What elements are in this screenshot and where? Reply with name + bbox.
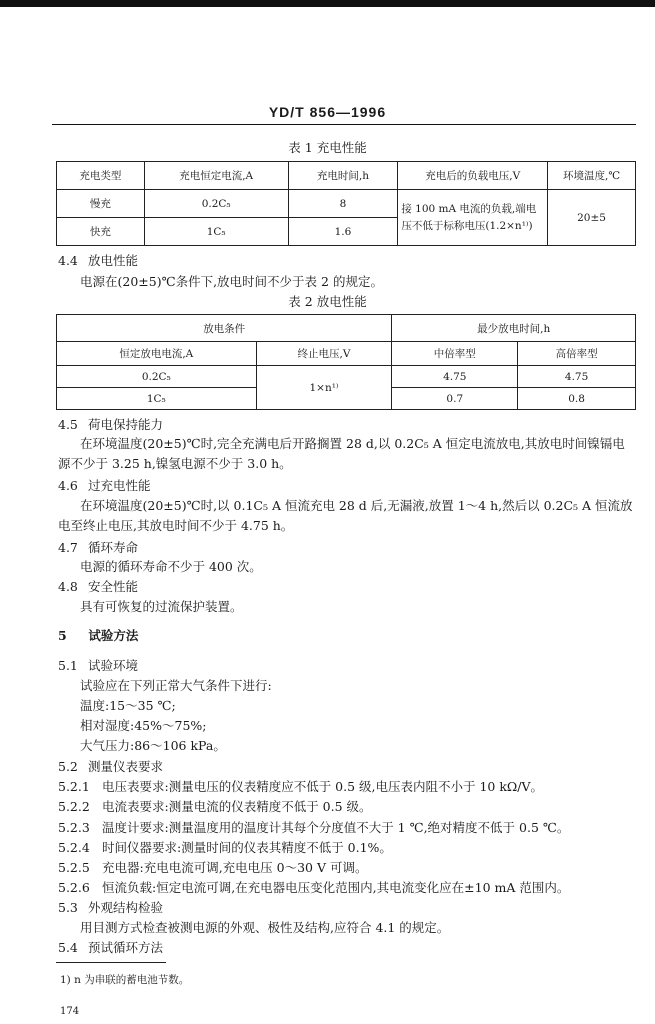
- section-number: 4.5: [58, 417, 78, 432]
- table2-header-mid-rate: 中倍率型: [392, 342, 518, 366]
- section-number: 5.2.3: [58, 820, 90, 835]
- section-number: 4.6: [58, 478, 78, 493]
- section-number: 5.2.5: [58, 860, 90, 875]
- section-text: 恒流负载:恒定电流可调,在充电器电压变化范围内,其电流变化应在±10 mA 范围内。: [101, 880, 570, 895]
- section-5-2-heading: [58, 757, 163, 775]
- section-number: 5.4: [58, 940, 78, 955]
- section-5-heading: [58, 626, 138, 644]
- table1-cell: 慢充: [57, 190, 145, 218]
- section-4-5-text: 在环境温度(20±5)℃时,完全充满电后开路搁置 28 d,以 0.2C₅ A 恒定电流放电,其放电时间镍镉电源不少于 3.25 h,镍氢电源不少于 3.0 h。: [58, 436, 625, 471]
- section-number: 5: [58, 628, 67, 643]
- section-number: 5.2.1: [58, 779, 90, 794]
- section-title: 试验方法: [88, 628, 139, 643]
- table2-group-discharge-conditions: 放电条件: [57, 315, 392, 342]
- section-5-4-heading: [58, 938, 163, 956]
- table2-cell: 4.75: [392, 366, 518, 388]
- table2-group-min-time: 最少放电时间,h: [392, 315, 636, 342]
- section-number: 4.7: [58, 540, 78, 555]
- section-number: 4.8: [58, 579, 78, 594]
- section-title: 安全性能: [87, 579, 138, 594]
- section-title: 预试循环方法: [87, 940, 163, 955]
- table1-header-load-voltage: 充电后的负载电压,V: [398, 162, 548, 190]
- table2-cell: 0.2C₅: [57, 366, 257, 388]
- section-title: 外观结构检验: [87, 900, 163, 915]
- section-5-1-line: 试验应在下列正常大气条件下进行:: [80, 678, 272, 693]
- table2-header-current: 恒定放电电流,A: [57, 342, 257, 366]
- scan-top-border: [0, 0, 655, 7]
- table1-cell: 快充: [57, 218, 145, 246]
- table2-cell: 0.8: [518, 388, 636, 410]
- table2-cell: 0.7: [392, 388, 518, 410]
- header-rule: [52, 124, 636, 125]
- standard-header: YD/T 856—1996: [268, 104, 387, 120]
- section-4-4-text: 电源在(20±5)℃条件下,放电时间不少于表 2 的规定。: [80, 274, 383, 289]
- section-number: 5.2.6: [58, 880, 90, 895]
- table2-cell: 1C₅: [57, 388, 257, 410]
- section-text: 电压表要求:测量电压的仪表精度应不低于 0.5 级,电压表内阻不小于 10 kΩ/V。: [101, 779, 544, 794]
- section-4-8-heading: [58, 577, 138, 595]
- table1-header-temp: 环境温度,℃: [548, 162, 636, 190]
- section-text: 电流表要求:测量电流的仪表精度不低于 0.5 级。: [101, 799, 372, 814]
- section-4-6-heading: [58, 476, 151, 494]
- table1-cell: 1C₅: [144, 218, 288, 246]
- section-5-3-heading: [58, 898, 163, 916]
- table2-caption: 表 2 放电性能: [288, 294, 367, 309]
- section-4-7-text: 电源的循环寿命不少于 400 次。: [80, 559, 262, 574]
- section-title: 试验环境: [87, 658, 138, 673]
- table1-cell: 1.6: [288, 218, 398, 246]
- table2-end-voltage-cell: 1×n¹⁾: [256, 366, 392, 410]
- footnote: 1) n 为串联的蓄电池节数。: [60, 974, 190, 986]
- section-number: 5.1: [58, 658, 78, 673]
- section-5-2-1: [58, 777, 543, 795]
- table1: [56, 161, 636, 246]
- table2-header-end-voltage: 终止电压,V: [256, 342, 392, 366]
- section-5-2-5: [58, 858, 367, 876]
- section-title: 荷电保持能力: [87, 417, 163, 432]
- section-4-6-text: 在环境温度(20±5)℃时,以 0.1C₅ A 恒流充电 28 d 后,无漏液,放置 1～4 h,然后以 0.2C₅ A 恒流放电至终止电压,其放电时间不少于 4.75 h。: [58, 498, 633, 533]
- table1-load-voltage-cell: 接 100 mA 电流的负载,端电压不低于标称电压(1.2×n¹⁾): [398, 190, 548, 246]
- section-title: 放电性能: [87, 253, 138, 268]
- table1-header-current: 充电恒定电流,A: [144, 162, 288, 190]
- section-number: 4.4: [58, 253, 78, 268]
- table2-header-high-rate: 高倍率型: [518, 342, 636, 366]
- section-4-4-heading: [58, 251, 138, 269]
- section-5-2-3: [58, 818, 569, 836]
- section-number: 5.2.2: [58, 799, 90, 814]
- table1-header-type: 充电类型: [57, 162, 145, 190]
- table1-header-time: 充电时间,h: [288, 162, 398, 190]
- section-title: 循环寿命: [87, 540, 138, 555]
- table1-temp-cell: 20±5: [548, 190, 636, 246]
- table2-cell: 4.75: [518, 366, 636, 388]
- section-4-5-heading: [58, 415, 163, 433]
- section-text: 温度计要求:测量温度用的温度计其每个分度值不大于 1 ℃,绝对精度不低于 0.5 ℃。: [101, 820, 570, 835]
- section-number: 5.2.4: [58, 840, 90, 855]
- table1-caption: 表 1 充电性能: [288, 140, 367, 155]
- page-number: 174: [60, 1006, 80, 1017]
- section-4-8-text: 具有可恢复的过流保护装置。: [80, 599, 243, 614]
- section-5-1-line: 大气压力:86～106 kPa。: [80, 738, 226, 753]
- footnote-rule: [56, 962, 166, 963]
- section-5-1-line: 相对湿度:45%～75%;: [80, 718, 207, 733]
- table1-cell: 8: [288, 190, 398, 218]
- section-title: 过充电性能: [87, 478, 151, 493]
- section-text: 充电器:充电电流可调,充电电压 0～30 V 可调。: [101, 860, 368, 875]
- section-5-2-2: [58, 797, 372, 815]
- table2: [56, 314, 636, 410]
- section-5-2-4: [58, 838, 392, 856]
- section-4-7-heading: [58, 538, 138, 556]
- section-5-3-text: 用目测方式检查被测电源的外观、极性及结构,应符合 4.1 的规定。: [80, 920, 450, 935]
- section-title: 测量仪表要求: [87, 759, 163, 774]
- section-number: 5.2: [58, 759, 78, 774]
- section-number: 5.3: [58, 900, 78, 915]
- section-5-2-6: [58, 878, 569, 896]
- section-5-1-heading: [58, 656, 138, 674]
- table1-cell: 0.2C₅: [144, 190, 288, 218]
- section-text: 时间仪器要求:测量时间的仪表其精度不低于 0.1%。: [101, 840, 392, 855]
- section-5-1-line: 温度:15～35 ℃;: [80, 698, 176, 713]
